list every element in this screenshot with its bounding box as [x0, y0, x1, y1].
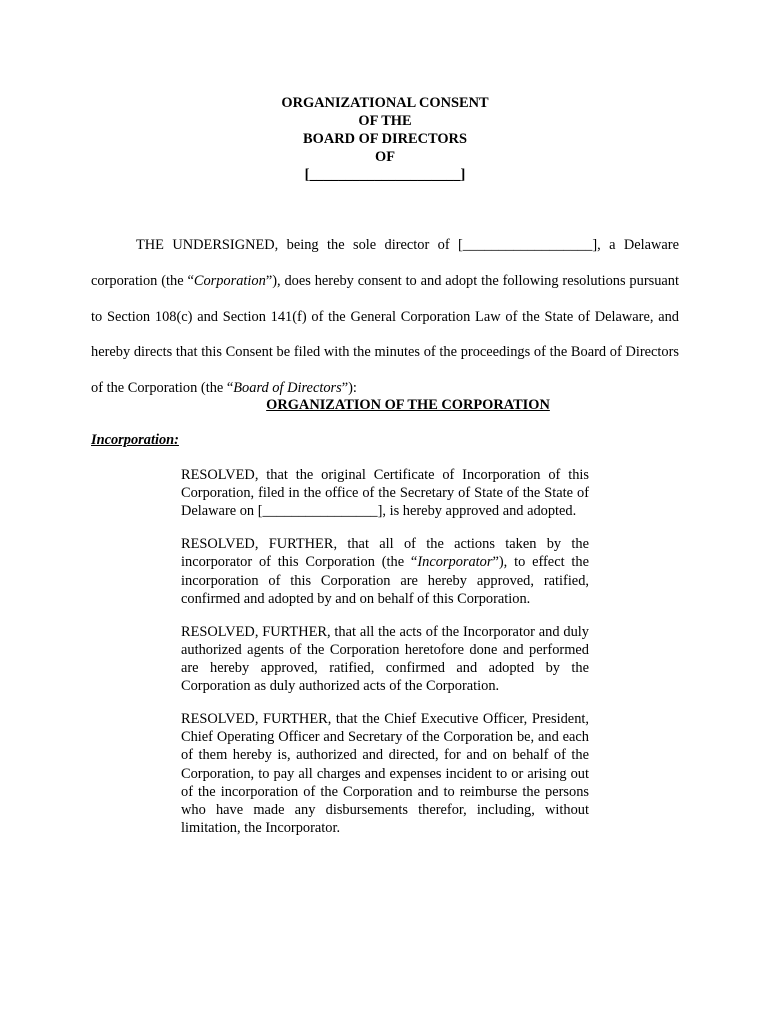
- resolution-3: RESOLVED, FURTHER, that all the acts of the Incorporator and duly authorized agents of the Corporation heretofore done and performed are hereby approved, ratified, confirmed and adopted by the Corporation as duly authorized acts of the Corporation.: [181, 623, 589, 695]
- resolution-2: [181, 535, 589, 608]
- resolution-4: RESOLVED, FURTHER, that the Chief Executive Officer, President, Chief Operating Officer and Secretary of the Corporation be, and each of them hereby is, authorized and directed, for and on behalf of the Corporation, to pay all charges and expenses incident to or arising out of the incorporation of the Corporation and to reimburse the persons who have made any disbursements therefor, including, without limitation, the Incorporator.: [181, 711, 589, 837]
- title-company-blank: [_____________________]: [304, 167, 466, 183]
- resolution-2-part-2: ”), to effect the incorporation of this Corporation are hereby approved, ratified, confirmed and adopted by and on behalf of this Corporation.: [181, 554, 589, 607]
- intro-corporation-term: Corporation: [193, 272, 266, 289]
- intro-board-term: Board of Directors: [233, 379, 342, 396]
- resolution-1: RESOLVED, that the original Certificate of Incorporation of this Corporation, filed in the office of the Secretary of State of the State of Delaware on [________________], is hereby approved and adopted.: [181, 467, 589, 520]
- title-line-4: OF: [375, 149, 395, 165]
- resolution-2-part-1: RESOLVED, FURTHER, that all of the actions taken by the incorporator of this Corporation (the “: [181, 536, 589, 571]
- subheading-incorporation: Incorporation:: [91, 432, 179, 448]
- intro-text-part-2: ”), does hereby consent to and adopt the following resolutions pursuant to Section 108(c) and Section 141(f) of the General Corporation Law of the State of Delaware, and hereby directs that this Consent be filed with the minutes of the proceedings of the Board of Directors of the Corporation (the “: [91, 272, 679, 396]
- title-line-1: ORGANIZATIONAL CONSENT: [281, 95, 489, 111]
- title-line-3: BOARD OF DIRECTORS: [303, 131, 467, 147]
- section-heading: ORGANIZATION OF THE CORPORATION: [266, 397, 550, 413]
- intro-text-part-3: ”):: [341, 379, 357, 396]
- resolutions-list: [181, 466, 589, 852]
- intro-text-part-1: THE UNDERSIGNED, being the sole director of [__________________], a Delaware corporation (the “: [91, 237, 679, 289]
- intro-paragraph: [91, 228, 679, 406]
- title-line-2: OF THE: [358, 113, 412, 129]
- resolution-2-incorporator-term: Incorporator: [417, 554, 493, 571]
- document-title: [0, 94, 770, 184]
